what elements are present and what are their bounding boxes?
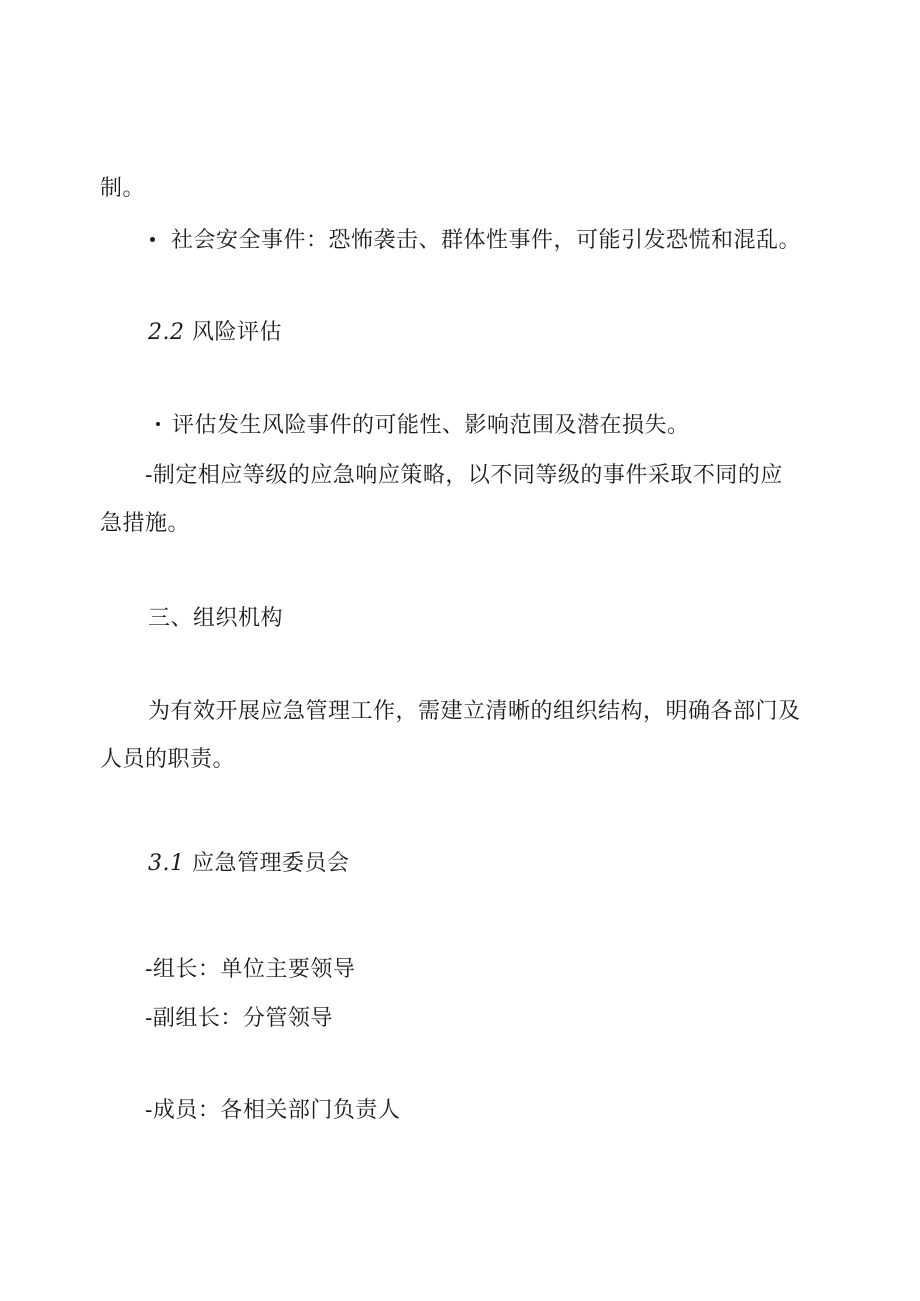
section-number: 3.1 (148, 851, 185, 876)
section-3-intro-continued: 人员的职责。 (100, 747, 236, 772)
list-item-social-security (150, 226, 801, 256)
list-item-text: 评估发生风险事件的可能性、影响范围及潜在损失。 (172, 413, 690, 438)
bullet-icon (156, 422, 160, 426)
section-number: 2.2 (148, 320, 185, 345)
section-title: 应急管理委员会 (192, 851, 350, 876)
section-heading-2-2 (148, 318, 282, 348)
bullet-icon (150, 237, 155, 242)
list-item-assessment (156, 411, 690, 441)
committee-leader: -组长：单位主要领导 (145, 957, 356, 982)
section-3-intro: 为有效开展应急管理工作，需建立清晰的组织结构，明确各部门及 (148, 699, 801, 724)
section-heading-3: 三、组织机构 (148, 606, 284, 631)
paragraph-continuation: 制。 (100, 176, 146, 201)
committee-deputy: -副组长：分管领导 (145, 1006, 333, 1031)
section-heading-3-1 (148, 849, 350, 879)
committee-members: -成员：各相关部门负责人 (145, 1098, 401, 1123)
list-item-strategy: -制定相应等级的应急响应策略，以不同等级的事件采取不同的应 (145, 463, 783, 488)
section-title: 风险评估 (192, 320, 283, 345)
list-item-strategy-continued: 急措施。 (100, 511, 191, 536)
list-item-text: 社会安全事件：恐怖袭击、群体性事件，可能引发恐慌和混乱。 (171, 228, 802, 253)
